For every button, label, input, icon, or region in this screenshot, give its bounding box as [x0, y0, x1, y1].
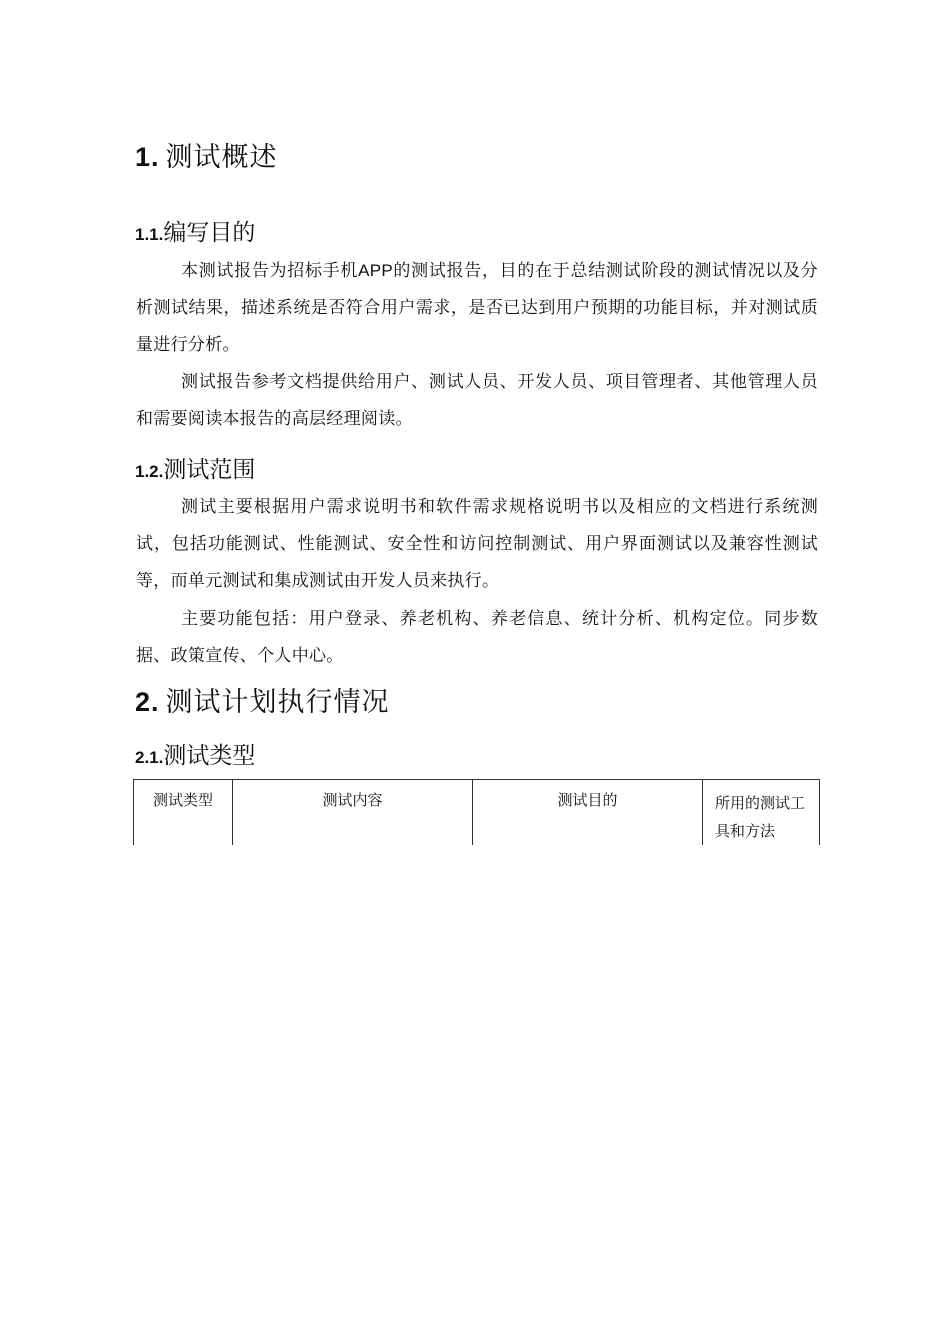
heading-title: 编写目的 — [163, 220, 256, 246]
table-header-cell: 测试目的 — [473, 780, 703, 846]
heading-section-1-2 — [135, 451, 255, 484]
paragraph-scope: 测试主要根据用户需求说明书和软件需求规格说明书以及相应的文档进行系统测试，包括功能测试、性能测试、安全性和访问控制测试、用户界面测试以及兼容性测试等，而单元测试和集成测试由开发人员来执行。 — [136, 497, 818, 591]
heading-number: 1. — [135, 142, 160, 172]
app-term: APP — [358, 261, 394, 280]
paragraph-text: 的测试报告，目的在于总结测试阶段的测试情况以及分析测试结果，描述系统是否符合用户需求，是否已达到用户预期的功能目标，并对测试质量进行分析。 — [136, 261, 819, 355]
heading-title: 测试概述 — [165, 142, 278, 173]
heading-title: 测试计划执行情况 — [165, 687, 390, 718]
heading-title: 测试类型 — [163, 743, 256, 769]
table-header-cell: 所用的测试工具和方法 — [703, 780, 820, 846]
heading-number: 2. — [135, 687, 160, 717]
heading-number: 1.2. — [135, 462, 164, 481]
table-header-cell: 测试类型 — [134, 780, 233, 846]
table-header-cell: 测试内容 — [233, 780, 473, 846]
paragraph-purpose — [136, 252, 818, 364]
table-header-row — [134, 780, 820, 846]
heading-section-2 — [135, 680, 390, 719]
heading-section-1-1 — [135, 214, 255, 247]
heading-number: 2.1. — [135, 748, 164, 767]
paragraph-audience: 测试报告参考文档提供给用户、测试人员、开发人员、项目管理者、其他管理人员和需要阅读本报告的高层经理阅读。 — [136, 372, 818, 429]
heading-number: 1.1. — [135, 225, 164, 244]
heading-section-1 — [135, 135, 278, 174]
heading-title: 测试范围 — [163, 457, 256, 483]
heading-section-2-1 — [135, 737, 255, 770]
paragraph-main-functions: 主要功能包括：用户登录、养老机构、养老信息、统计分析、机构定位。同步数据、政策宣传、个人中心。 — [136, 609, 818, 666]
test-type-table — [133, 779, 820, 845]
paragraph-text: 本测试报告为招标手机 — [181, 261, 359, 281]
